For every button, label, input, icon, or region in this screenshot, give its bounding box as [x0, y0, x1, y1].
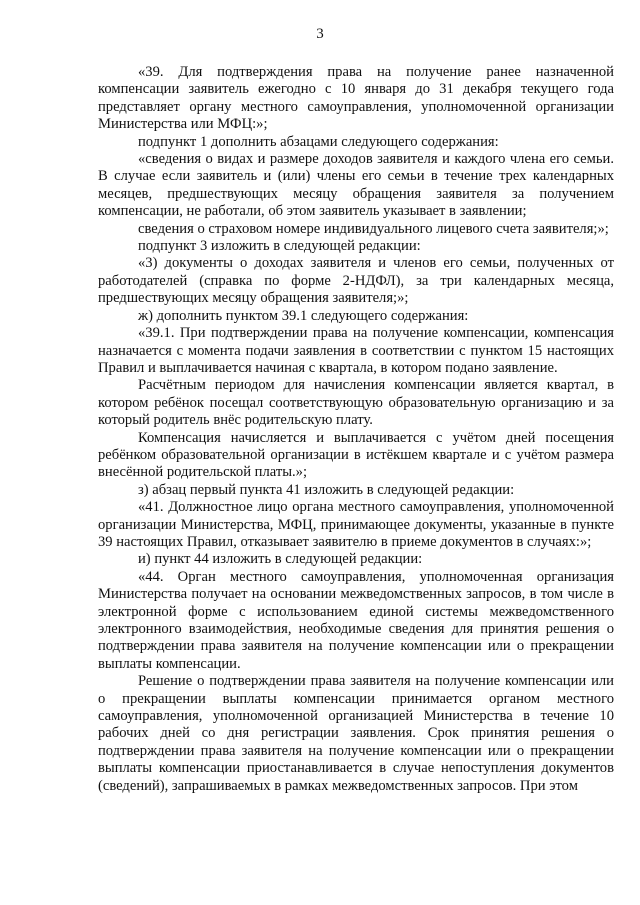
page-number: 3	[316, 26, 324, 42]
paragraph-calculation-period: Расчётным периодом для начисления компенсации является квартал, в котором ребёнок посещал соответствующую образовательную организацию и за который родитель внёс родительскую плату.	[98, 377, 614, 429]
paragraph-44: «44. Орган местного самоуправления, уполномоченная организация Министерства получает на основании межведомственных запросов, в том числе в электронной форме с использованием единой системы межведомственного электронного взаимодействия, необходимые сведения для принятия решения о подтверждении права заявителя на получение компенсации или о прекращении выплаты компенсации.	[98, 568, 614, 672]
paragraph-39: «39. Для подтверждения права на получение ранее назначенной компенсации заявитель ежегодно с 10 января до 31 декабря текущего года представляет органу местного самоуправления, уполномоченной организации Министерства или МФЦ:»;	[98, 64, 614, 133]
paragraph-item-zh: ж) дополнить пунктом 39.1 следующего содержания:	[138, 307, 469, 324]
paragraph-decision: Решение о подтверждении права заявителя на получение компенсации или о прекращении выплаты компенсации принимается органом местного самоуправления, уполномоченной организацией Министерства в течение 10 рабочих дней со дня регистрации заявления. Срок принятия решения о подтверждении права заявителя на получение компенсации или о прекращении выплаты компенсации приостанавливается в случае непоступления документов (сведений), запрашиваемых в рамках межведомственных запросов. При этом	[98, 673, 614, 794]
paragraph-subpoint-3-intro: подпункт 3 изложить в следующей редакции:	[138, 238, 421, 255]
paragraph-item-z: з) абзац первый пункта 41 изложить в следующей редакции:	[138, 481, 515, 498]
paragraph-subpoint-3-text: «3) документы о доходах заявителя и членов его семьи, полученных от работодателей (справка по форме 2-НДФЛ), за три календарных месяца, предшествующих месяцу обращения заявителя;»;	[98, 255, 614, 307]
paragraph-subpoint-1-intro: подпункт 1 дополнить абзацами следующего содержания:	[138, 133, 499, 150]
paragraph-income-info: «сведения о видах и размере доходов заявителя и каждого члена его семьи. В случае если заявитель и (или) члены его семьи в течение трех календарных месяцев, предшествующих месяцу обращения заявителя за получением компенсации, не работали, об этом заявитель указывает в заявлении;	[98, 151, 614, 220]
paragraph-insurance-number: сведения о страховом номере индивидуального лицевого счета заявителя;»;	[138, 220, 609, 237]
paragraph-item-i: и) пункт 44 изложить в следующей редакции:	[138, 551, 423, 568]
paragraph-39-1: «39.1. При подтверждении права на получение компенсации, компенсация назначается с момента подачи заявления в соответствии с пунктом 15 настоящих Правил и выплачивается начиная с квартала, в котором подано заявление.	[98, 325, 614, 376]
paragraph-accrual: Компенсация начисляется и выплачивается с учётом дней посещения ребёнком образовательной организации в истёкшем квартале и с учётом размера внесённой родительской платы.»;	[98, 429, 614, 481]
paragraph-41: «41. Должностное лицо органа местного самоуправления, уполномоченной организации Министерства, МФЦ, принимающее документы, указанные в пункте 39 настоящих Правил, отказывает заявителю в приеме документов в случаях:»;	[98, 499, 614, 550]
document-body	[98, 64, 614, 795]
